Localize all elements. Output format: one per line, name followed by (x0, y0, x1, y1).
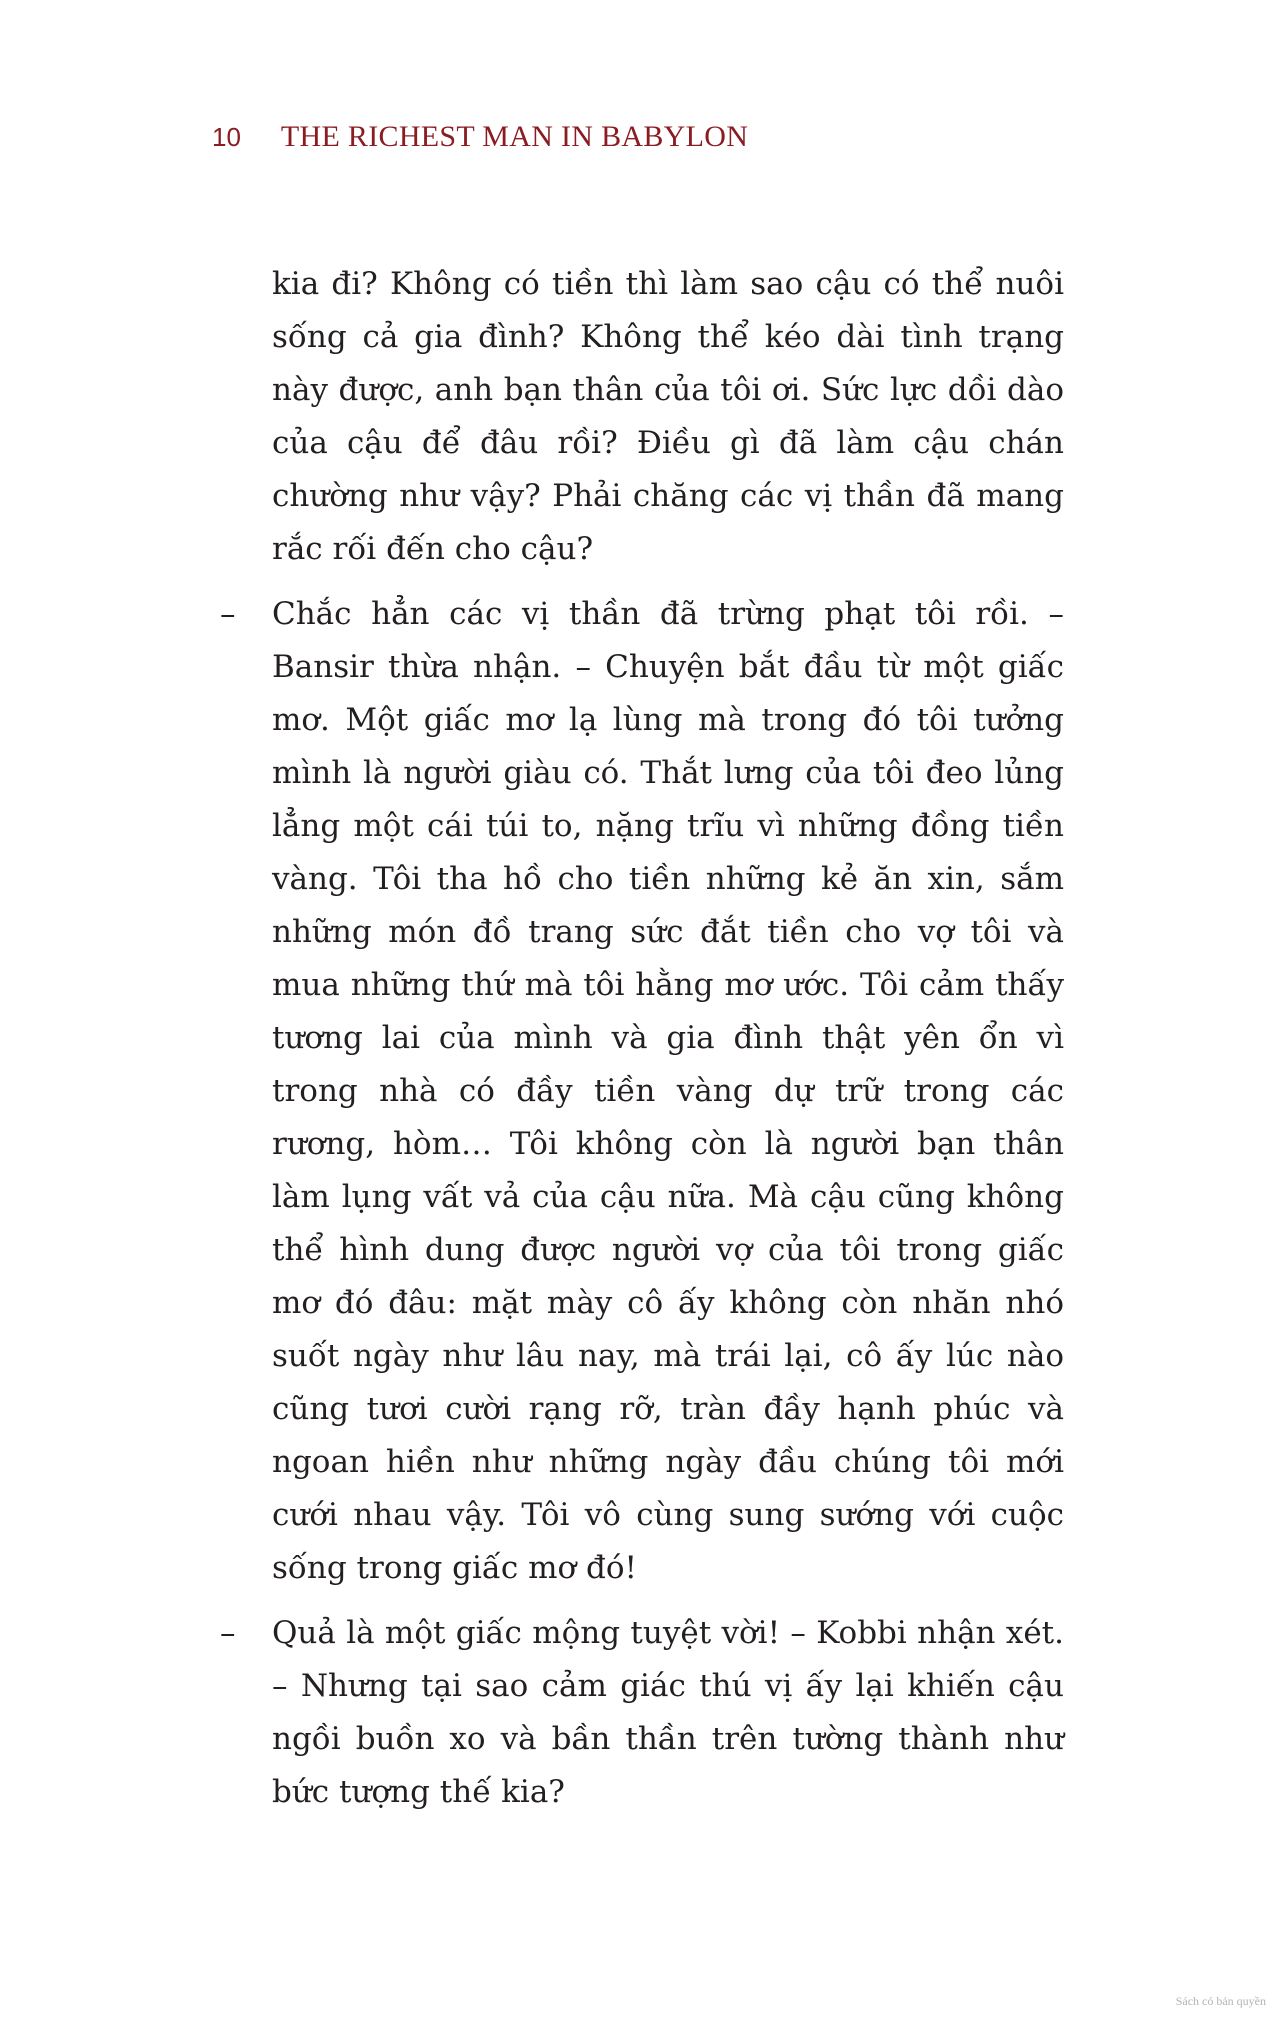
page-number: 10 (212, 122, 241, 152)
body-text (220, 258, 1064, 1831)
running-header (212, 120, 748, 160)
paragraph-text: Chắc hẳn các vị thần đã trừng phạt tôi rồi. – Bansir thừa nhận. – Chuyện bắt đầu từ một giấc mơ. Một giấc mơ lạ lùng mà trong đó tôi tưởng mình là người giàu có. Thắt lưng của tôi đeo lủng lẳng một cái túi to, nặng trĩu vì những đồng tiền vàng. Tôi tha hồ cho tiền những kẻ ăn xin, sắm những món đồ trang sức đắt tiền cho vợ tôi và mua những thứ mà tôi hằng mơ ước. Tôi cảm thấy tương lai của mình và gia đình thật yên ổn vì trong nhà có đầy tiền vàng dự trữ trong các rương, hòm… Tôi không còn là người bạn thân làm lụng vất vả của cậu nữa. Mà cậu cũng không thể hình dung được người vợ của tôi trong giấc mơ đó đâu: mặt mày cô ấy không còn nhăn nhó suốt ngày như lâu nay, mà trái lại, cô ấy lúc nào cũng tươi cười rạng rỡ, tràn đầy hạnh phúc và ngoan hiền như những ngày đầu chúng tôi mới cưới nhau vậy. Tôi vô cùng sung sướng với cuộc sống trong giấc mơ đó! (272, 596, 1064, 1586)
paragraph-text: Quả là một giấc mộng tuyệt vời! – Kobbi nhận xét. – Nhưng tại sao cảm giác thú vị ấy lại khiến cậu ngồi buồn xo và bần thần trên tường thành như bức tượng thế kia? (272, 1615, 1064, 1810)
paragraph-continued (272, 258, 1064, 576)
dialogue-paragraph-bansir (220, 588, 1064, 1595)
book-title: THE RICHEST MAN IN BABYLON (280, 120, 749, 153)
dialogue-dash: – (220, 1615, 236, 1651)
copyright-note: Sách có bản quyền (1175, 1994, 1266, 2008)
dialogue-dash: – (220, 596, 236, 632)
dialogue-paragraph-kobbi (220, 1607, 1064, 1819)
paragraph-text: kia đi? Không có tiền thì làm sao cậu có thể nuôi sống cả gia đình? Không thể kéo dài tình trạng này được, anh bạn thân của tôi ơi. Sức lực dồi dào của cậu để đâu rồi? Điều gì đã làm cậu chán chường như vậy? Phải chăng các vị thần đã mang rắc rối đến cho cậu? (272, 266, 1064, 567)
